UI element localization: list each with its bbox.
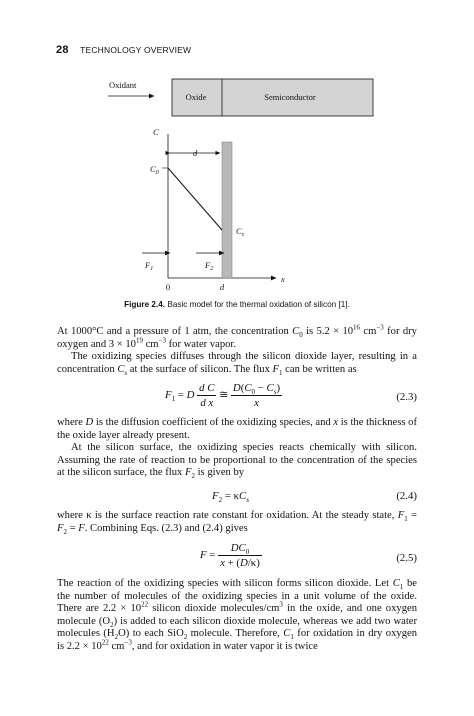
c0-label: $C_0$: [150, 164, 159, 176]
equation-2-3: $F_1 = D$ $\frac{\text{d C}}{\text{d x}}$ ≅ $\frac{D(C_0 - C_s)}{x}$ (2.3): [165, 382, 417, 409]
caption-label: Figure 2.4.: [124, 300, 166, 309]
f1-label: $F_1$: [145, 260, 154, 272]
c-axis-label: C: [153, 127, 159, 137]
x-tick-zero: 0: [165, 282, 171, 292]
oxidant-label: Oxidant: [109, 80, 137, 90]
equation-2-5: F = $\frac{DC_0}{x + (D/\kappa)}$ (2.5): [200, 542, 417, 569]
paragraph-steady-state: where κ is the surface reaction rate constant for oxidation. At the steady state, $F_1 = F_2 = F$. Combining Eqs. (2.3) and (2.4) gives: [57, 510, 418, 536]
paragraph-silicon-dioxide: The reaction of the oxidizing species with silicon forms silicon dioxide. Let $C_1$ be the number of molecules of the oxidizing species in a unit volume of the oxide. There are $2.2 \times 10^{22}$ silicon dioxide molecules/$cm^3$ in the oxide, and one oxygen molecule $(O_2)$ is added to each silicon dioxide molecule, whereas we add two water molecules $(H_2O)$ to each SiO$_2$ molecule. Therefore, $C_1$ for oxidation in dry oxygen is $2.2 \times 10^{22}$ $cm^{-3}$, and for oxidation in water vapor it is twice: [57, 578, 417, 652]
paragraph-diffusion: The oxidizing species diffuses through the silicon dioxide layer, resulting in a concentration $C_s$ at the surface of silicon. The flux $F_1$ can be written as: [57, 351, 417, 377]
oxide-layer: [222, 142, 232, 278]
equation-2-4: $F_2 = \kappa C_s$ (2.4): [212, 490, 417, 505]
body-paragraphs-3: [57, 510, 417, 535]
d-dimension-label: d: [193, 148, 198, 158]
oxide-label: Oxide: [185, 92, 207, 102]
figure-caption: [0, 300, 474, 309]
cs-label: $C_s$: [236, 226, 245, 238]
f2-label: $F_2$: [205, 260, 214, 272]
page-number: 28: [56, 44, 69, 56]
running-title: TECHNOLOGY OVERVIEW: [80, 45, 192, 55]
equation-number: (2.5): [396, 552, 417, 564]
figure-diagram: [0, 0, 474, 300]
x-axis-label: x: [281, 274, 285, 284]
figure-oxidation-model: [0, 0, 474, 300]
concentration-profile: [168, 168, 222, 230]
equation-number: (2.3): [396, 391, 417, 403]
paragraph-reaction: At the silicon surface, the oxidizing species reacts chemically with silicon. Assuming the rate of reaction to be proportional to the concentration of the species at the silicon surface, the flux $F_2$ is given by: [57, 442, 417, 481]
body-paragraphs-4: [57, 578, 417, 654]
caption-text: Basic model for the thermal oxidation of silicon [1].: [167, 300, 350, 309]
body-paragraphs-2: [57, 417, 417, 480]
equation-number: (2.4): [396, 490, 417, 502]
body-paragraphs-1: [57, 323, 417, 377]
paragraph-diffusion-coefficient: where D is the diffusion coefficient of the oxidizing species, and x is the thickness of the oxide layer already present.: [57, 417, 417, 441]
x-tick-d: d: [219, 282, 225, 292]
semiconductor-label: Semiconductor: [264, 92, 316, 102]
paragraph-conditions: At 1000°C and a pressure of 1 atm, the concentration $C_0$ is $5.2 \times 10^{16}$ $cm^{-3}$ for dry oxygen and $3 \times 10^{19}$ $cm^{-3}$ for water vapor.: [57, 323, 417, 350]
